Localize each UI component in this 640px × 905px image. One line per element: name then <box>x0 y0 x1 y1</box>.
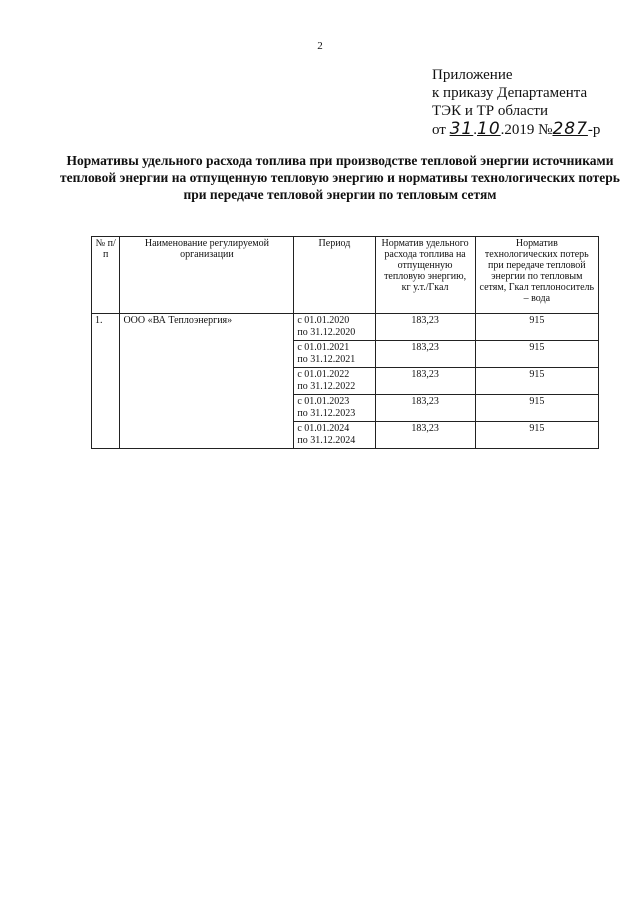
loss-norm-cell: 915 <box>475 314 598 341</box>
period-from: с 01.01.2024 <box>297 423 350 434</box>
date-year: .2019 № <box>500 122 553 138</box>
period-from: с 01.01.2023 <box>297 396 350 407</box>
period-cell <box>294 341 375 368</box>
order-suffix: -р <box>587 122 601 138</box>
loss-norm-cell: 915 <box>475 395 598 422</box>
loss-norm-cell: 915 <box>475 368 598 395</box>
fuel-norm-cell: 183,23 <box>375 341 475 368</box>
document-title: Нормативы удельного расхода топлива при производстве тепловой энергии источниками тепловой энергии на отпущенную тепловую энергию и нормативы технологических потерь при передаче тепловой энергии по тепловым сетям <box>60 153 620 202</box>
handwritten-month: 10 <box>477 119 501 139</box>
appendix-line-1: Приложение <box>432 67 513 83</box>
header-fuel-norm: Норматив удельного расхода топлива на отпущенную тепловую энергию, кг у.т./Гкал <box>375 237 475 314</box>
table-header-row <box>92 237 599 314</box>
period-cell <box>294 368 375 395</box>
appendix-line-2: к приказу Департамента <box>432 85 588 101</box>
fuel-norm-cell: 183,23 <box>375 422 475 449</box>
period-from: с 01.01.2022 <box>297 369 350 380</box>
period-to: по 31.12.2022 <box>297 381 356 392</box>
period-from: с 01.01.2020 <box>297 315 350 326</box>
appendix-line-3: ТЭК и ТР области <box>432 103 548 119</box>
loss-norm-cell: 915 <box>475 422 598 449</box>
header-no: № п/п <box>92 237 120 314</box>
handwritten-day: 31 <box>449 119 474 139</box>
table-row <box>92 314 599 341</box>
row-number: 1. <box>92 314 120 449</box>
fuel-norm-cell: 183,23 <box>375 314 475 341</box>
fuel-norm-cell: 183,23 <box>375 368 475 395</box>
header-period: Период <box>294 237 375 314</box>
period-from: с 01.01.2021 <box>297 342 350 353</box>
period-to: по 31.12.2020 <box>297 327 356 338</box>
org-name: ООО «ВА Теплоэнергия» <box>120 314 294 449</box>
loss-norm-cell: 915 <box>475 341 598 368</box>
period-to: по 31.12.2021 <box>297 354 356 365</box>
period-cell <box>294 422 375 449</box>
norms-table <box>91 236 599 449</box>
period-to: по 31.12.2023 <box>297 408 356 419</box>
appendix-block <box>432 66 600 139</box>
date-prefix: от <box>432 122 446 138</box>
period-to: по 31.12.2024 <box>297 435 356 446</box>
page-number: 2 <box>317 40 323 52</box>
handwritten-number: 287 <box>552 119 588 139</box>
period-cell <box>294 314 375 341</box>
header-loss-norm: Норматив технологических потерь при передаче тепловой энергии по тепловым сетям, Гкал теплоноситель – вода <box>475 237 598 314</box>
appendix-date-line: от 31.10.2019 №287-р <box>432 119 601 139</box>
header-org: Наименование регулируемой организации <box>120 237 294 314</box>
fuel-norm-cell: 183,23 <box>375 395 475 422</box>
period-cell <box>294 395 375 422</box>
